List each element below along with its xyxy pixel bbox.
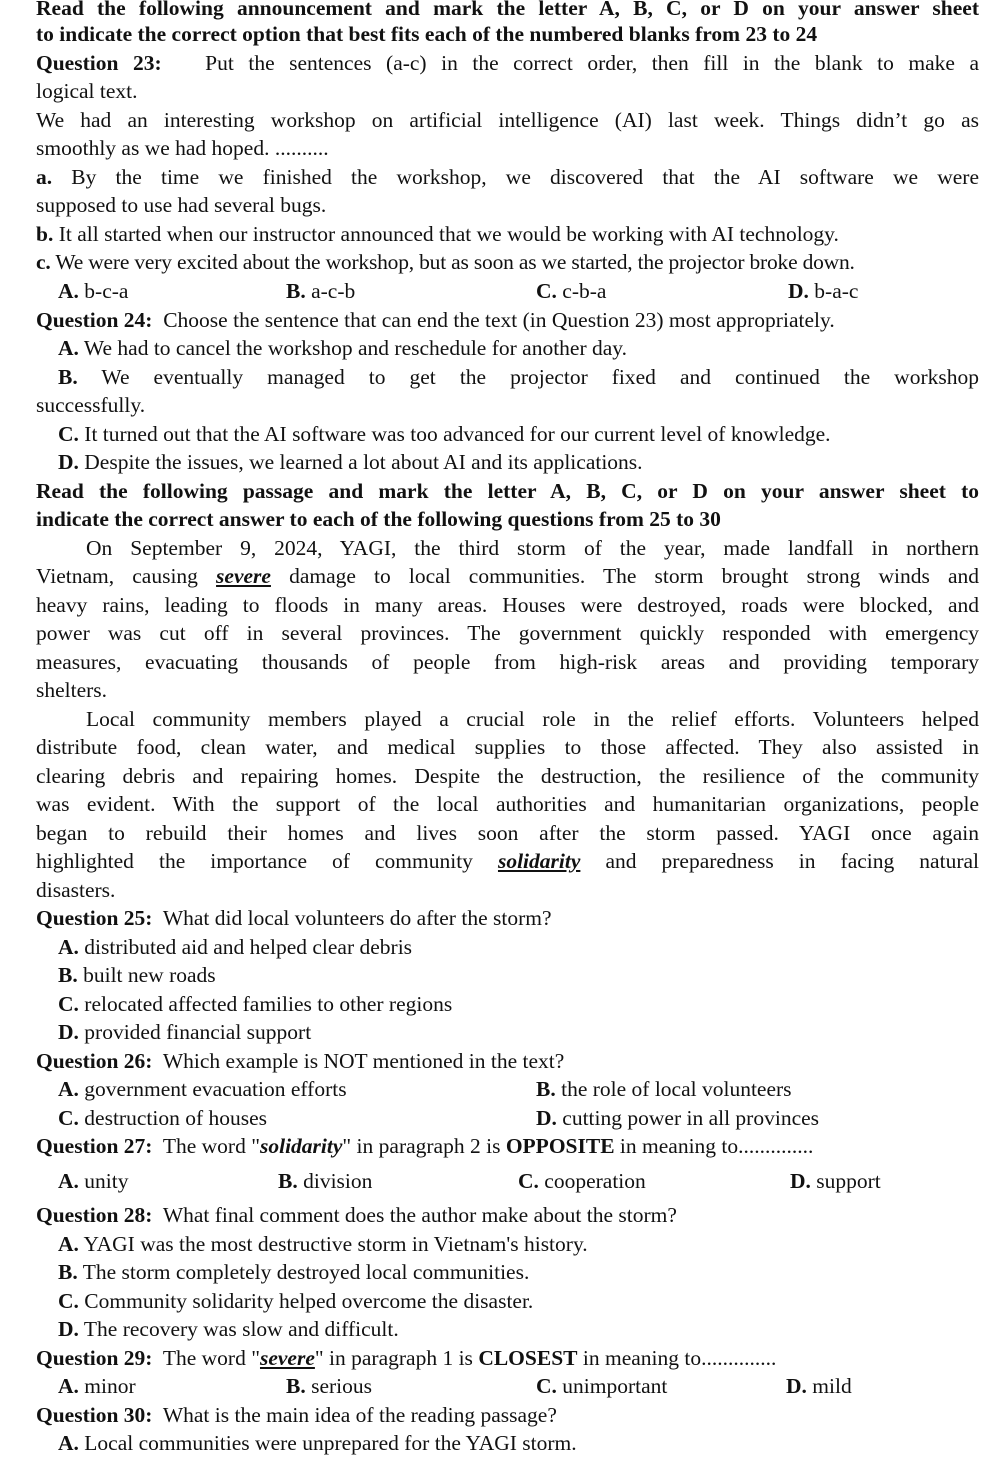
prompt-text: in meaning to.............. bbox=[577, 1346, 777, 1370]
option-text: c-b-a bbox=[562, 279, 607, 303]
option-letter: D. bbox=[536, 1106, 557, 1130]
question-label: Question 24: bbox=[36, 308, 153, 332]
option-text: serious bbox=[311, 1374, 373, 1398]
prompt-text: The word " bbox=[162, 1134, 260, 1158]
option-text: It turned out that the AI software was too advanced for our current level of knowledge. bbox=[84, 422, 831, 446]
option-c[interactable] bbox=[58, 1287, 979, 1316]
option-d[interactable] bbox=[536, 1104, 819, 1133]
passage-text: damage to local communities. The storm brought strong winds and bbox=[289, 564, 979, 588]
option-letter: A. bbox=[58, 279, 79, 303]
target-word: severe bbox=[259, 1346, 315, 1370]
question-label: Question 30: bbox=[36, 1403, 153, 1427]
option-text: a-c-b bbox=[311, 279, 356, 303]
passage-line: disasters. bbox=[36, 878, 116, 902]
passage-line: began to rebuild their homes and lives soon after the storm passed. YAGI once again bbox=[36, 821, 979, 845]
option-b[interactable] bbox=[58, 961, 979, 990]
option-text: provided financial support bbox=[84, 1020, 312, 1044]
option-letter: B. bbox=[58, 365, 78, 389]
option-letter: D. bbox=[790, 1169, 811, 1193]
option-letter: C. bbox=[58, 992, 79, 1016]
passage-line: measures, evacuating thousands of people from high-risk areas and providing temporary bbox=[36, 650, 979, 674]
option-letter: A. bbox=[58, 935, 79, 959]
sentence-letter: c. bbox=[36, 250, 51, 274]
question-label: Question 29: bbox=[36, 1346, 153, 1370]
option-letter: D. bbox=[58, 450, 79, 474]
sentence-letter: b. bbox=[36, 222, 54, 246]
option-letter: B. bbox=[286, 1374, 306, 1398]
option-a[interactable] bbox=[58, 1372, 136, 1401]
option-d[interactable] bbox=[58, 1315, 979, 1344]
passage-line: heavy rains, leading to floods in many areas. Houses were destroyed, roads were blocked, and bbox=[36, 593, 979, 617]
option-b[interactable] bbox=[536, 1075, 792, 1104]
option-text: The storm completely destroyed local communities. bbox=[82, 1260, 530, 1284]
prompt-text: What final comment does the author make about the storm? bbox=[162, 1203, 677, 1227]
option-text: destruction of houses bbox=[84, 1106, 267, 1130]
option-b[interactable] bbox=[286, 277, 355, 306]
question-24-prompt bbox=[36, 306, 979, 335]
prompt-text: " in paragraph 1 is bbox=[314, 1346, 479, 1370]
option-c[interactable] bbox=[536, 277, 606, 306]
prompt-text: " in paragraph 2 is bbox=[342, 1134, 506, 1158]
passage-line bbox=[36, 847, 979, 876]
question-25-prompt bbox=[36, 904, 979, 933]
sentence-text: It all started when our instructor announced that we would be working with AI technology. bbox=[58, 222, 839, 246]
option-text: government evacuation efforts bbox=[84, 1077, 347, 1101]
option-b[interactable] bbox=[58, 1258, 979, 1287]
option-a[interactable] bbox=[58, 1075, 347, 1104]
option-d[interactable] bbox=[58, 448, 979, 477]
prompt-text: in meaning to.............. bbox=[614, 1134, 814, 1158]
highlighted-word: solidarity bbox=[497, 849, 581, 873]
option-letter: C. bbox=[536, 279, 557, 303]
question-27-prompt bbox=[36, 1132, 979, 1161]
q23-options bbox=[58, 277, 979, 305]
question-29-prompt bbox=[36, 1344, 979, 1373]
option-text: We eventually managed to get the projector fixed and continued the workshop bbox=[101, 365, 979, 389]
option-letter: C. bbox=[536, 1374, 557, 1398]
option-b[interactable] bbox=[58, 363, 979, 392]
option-c[interactable] bbox=[58, 420, 979, 449]
option-text: relocated affected families to other regions bbox=[84, 992, 453, 1016]
option-c[interactable] bbox=[536, 1372, 667, 1401]
option-text: We had to cancel the workshop and reschedule for another day. bbox=[83, 336, 628, 360]
sentence-letter: a. bbox=[36, 165, 53, 189]
option-a[interactable] bbox=[58, 1230, 979, 1259]
question-label: Question 26: bbox=[36, 1049, 153, 1073]
option-letter: C. bbox=[58, 1289, 79, 1313]
option-letter: B. bbox=[278, 1169, 298, 1193]
instruction-line: indicate the correct answer to each of the following questions from 25 to 30 bbox=[36, 507, 721, 531]
question-30-prompt bbox=[36, 1401, 979, 1430]
option-a[interactable] bbox=[58, 1167, 128, 1196]
option-d[interactable] bbox=[58, 1018, 979, 1047]
passage-line: was evident. With the support of the local authorities and humanitarian organizations, people bbox=[36, 792, 979, 816]
passage-line: distribute food, clean water, and medical supplies to those affected. They also assisted in bbox=[36, 735, 979, 759]
option-d[interactable] bbox=[788, 277, 858, 306]
highlighted-word: severe bbox=[216, 564, 271, 588]
passage-line: clearing debris and repairing homes. Despite the destruction, the resilience of the community bbox=[36, 764, 979, 788]
sentence-text: We were very excited about the workshop, but as soon as we started, the projector broke down. bbox=[55, 250, 855, 274]
option-letter: B. bbox=[58, 1260, 78, 1284]
option-d[interactable] bbox=[790, 1167, 881, 1196]
q29-options bbox=[58, 1372, 979, 1400]
option-c[interactable] bbox=[58, 990, 979, 1019]
option-text: b-a-c bbox=[814, 279, 859, 303]
option-text: cutting power in all provinces bbox=[562, 1106, 820, 1130]
question-23-prompt bbox=[36, 49, 979, 78]
passage-text: Vietnam, causing bbox=[36, 564, 198, 588]
prompt-text: What did local volunteers do after the storm? bbox=[162, 906, 552, 930]
option-a[interactable] bbox=[58, 334, 979, 363]
option-letter: A. bbox=[58, 1431, 79, 1455]
prompt-text: Put the sentences (a-c) in the correct order, then fill in the blank to make a bbox=[205, 51, 979, 75]
option-c[interactable] bbox=[58, 1104, 267, 1133]
option-text: Community solidarity helped overcome the disaster. bbox=[84, 1289, 534, 1313]
prompt-text: logical text. bbox=[36, 79, 138, 103]
option-text: built new roads bbox=[83, 963, 216, 987]
question-label: Question 27: bbox=[36, 1134, 153, 1158]
passage-text: and preparedness in facing natural bbox=[605, 849, 979, 873]
option-text: Despite the issues, we learned a lot about AI and its applications. bbox=[84, 450, 643, 474]
option-letter: C. bbox=[58, 1106, 79, 1130]
option-text: successfully. bbox=[36, 393, 146, 417]
option-text: mild bbox=[812, 1374, 852, 1398]
option-letter: C. bbox=[518, 1169, 539, 1193]
option-b[interactable] bbox=[278, 1167, 372, 1196]
question-label: Question 28: bbox=[36, 1203, 153, 1227]
option-text: The recovery was slow and difficult. bbox=[83, 1317, 399, 1341]
option-letter: A. bbox=[58, 1374, 79, 1398]
option-text: the role of local volunteers bbox=[561, 1077, 792, 1101]
option-text: unity bbox=[84, 1169, 129, 1193]
passage-line: power was cut off in several provinces. The government quickly responded with emergency bbox=[36, 621, 979, 645]
option-letter: D. bbox=[58, 1317, 79, 1341]
option-c[interactable] bbox=[518, 1167, 646, 1196]
prompt-text: Which example is NOT mentioned in the text? bbox=[162, 1049, 565, 1073]
option-text: minor bbox=[84, 1374, 136, 1398]
q26-options-row bbox=[58, 1075, 979, 1103]
question-26-prompt bbox=[36, 1047, 979, 1076]
option-text: YAGI was the most destructive storm in Vietnam's history. bbox=[83, 1232, 588, 1256]
option-letter: C. bbox=[58, 422, 79, 446]
option-text: support bbox=[816, 1169, 881, 1193]
option-text: unimportant bbox=[562, 1374, 668, 1398]
sentence-a bbox=[36, 163, 979, 192]
q26-options-row bbox=[58, 1104, 979, 1132]
passage-line bbox=[36, 562, 979, 591]
option-text: b-c-a bbox=[84, 279, 129, 303]
passage-line: shelters. bbox=[36, 678, 108, 702]
question-28-prompt bbox=[36, 1201, 979, 1230]
option-letter: A. bbox=[58, 1077, 79, 1101]
q27-options bbox=[58, 1167, 979, 1195]
option-b[interactable] bbox=[286, 1372, 372, 1401]
passage-line: On September 9, 2024, YAGI, the third storm of the year, made landfall in northern bbox=[86, 536, 979, 560]
option-letter: D. bbox=[788, 279, 809, 303]
prompt-text: Choose the sentence that can end the text (in Question 23) most appropriately. bbox=[163, 308, 835, 332]
option-text: distributed aid and helped clear debris bbox=[84, 935, 413, 959]
option-letter: A. bbox=[58, 1232, 79, 1256]
q23-text: We had an interesting workshop on artificial intelligence (AI) last week. Things didn’t go as bbox=[36, 108, 979, 132]
option-text: Local communities were unprepared for the YAGI storm. bbox=[84, 1431, 577, 1455]
option-letter: D. bbox=[786, 1374, 807, 1398]
sentence-b bbox=[36, 220, 979, 249]
option-d[interactable] bbox=[786, 1372, 852, 1401]
option-letter: A. bbox=[58, 336, 79, 360]
option-a[interactable] bbox=[58, 933, 979, 962]
key-word: OPPOSITE bbox=[505, 1134, 615, 1158]
prompt-text: What is the main idea of the reading passage? bbox=[162, 1403, 557, 1427]
option-text: cooperation bbox=[544, 1169, 646, 1193]
option-text: division bbox=[303, 1169, 373, 1193]
sentence-text: supposed to use had several bugs. bbox=[36, 193, 327, 217]
option-a[interactable] bbox=[58, 1429, 979, 1458]
option-letter: B. bbox=[286, 279, 306, 303]
instruction-line: to indicate the correct option that best fits each of the numbered blanks from 23 to 24 bbox=[36, 22, 818, 46]
question-label: Question 23: bbox=[36, 51, 162, 75]
q23-text: smoothly as we had hoped. .......... bbox=[36, 136, 329, 160]
key-word: CLOSEST bbox=[478, 1346, 578, 1370]
sentence-text: By the time we finished the workshop, we discovered that the AI software we were bbox=[71, 165, 979, 189]
option-letter: A. bbox=[58, 1169, 79, 1193]
option-a[interactable] bbox=[58, 277, 128, 306]
sentence-c bbox=[36, 248, 979, 277]
question-label: Question 25: bbox=[36, 906, 153, 930]
prompt-text: The word " bbox=[162, 1346, 260, 1370]
option-letter: B. bbox=[536, 1077, 556, 1101]
instruction-line: Read the following announcement and mark the letter A, B, C, or D on your answer sheet bbox=[36, 0, 979, 20]
instruction-line: Read the following passage and mark the letter A, B, C, or D on your answer sheet to bbox=[36, 479, 979, 503]
passage-text: highlighted the importance of community bbox=[36, 849, 473, 873]
passage-line: Local community members played a crucial role in the relief efforts. Volunteers helped bbox=[86, 707, 979, 731]
target-word: solidarity bbox=[259, 1134, 343, 1158]
option-letter: D. bbox=[58, 1020, 79, 1044]
option-letter: B. bbox=[58, 963, 78, 987]
